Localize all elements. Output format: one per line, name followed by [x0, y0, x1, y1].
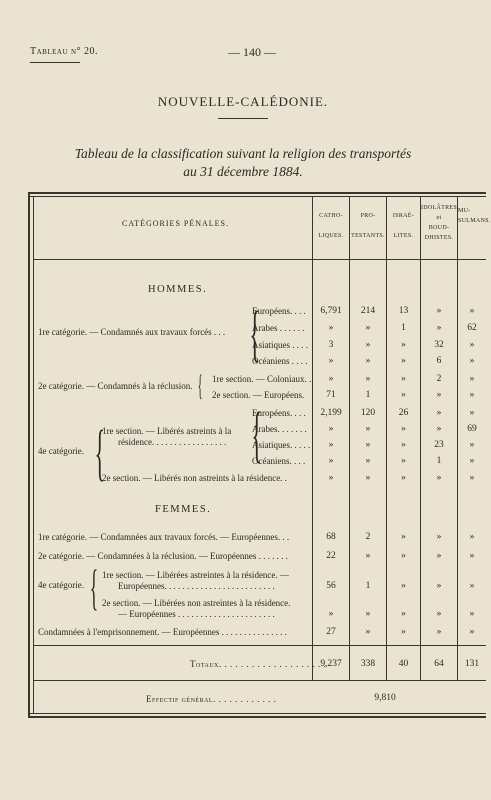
table-cell: »	[328, 323, 334, 333]
col-header-line: LIQUES.	[318, 233, 344, 239]
col-header-line: IDOLÂTRES	[421, 205, 458, 211]
col-header-line: TESTANTS.	[351, 233, 385, 239]
table-cell: 71	[326, 390, 336, 400]
table-cell: »	[365, 551, 371, 561]
table-cell: 26	[398, 408, 409, 418]
table-cell: »	[469, 532, 475, 542]
table-number: Tableau n° 20.	[30, 46, 99, 57]
table-cell: »	[328, 440, 334, 450]
table-cell: 2	[365, 532, 371, 542]
row-label: 1re catégorie. — Condamnées aux travaux forcés. — Européennes. . .	[38, 532, 290, 542]
table-cell: 1	[436, 456, 442, 466]
table-cell: 2	[436, 374, 442, 384]
table-cell: »	[436, 424, 442, 434]
table-cell: »	[401, 473, 406, 483]
document-title: NOUVELLE-CALÉDONIE.	[157, 94, 329, 109]
section-hommes: HOMMES.	[148, 284, 208, 295]
table-cell: »	[436, 609, 442, 619]
table-cell: »	[365, 374, 371, 384]
col-header-line: BOUD-	[428, 225, 450, 231]
table-subtitle	[0, 145, 486, 181]
col-divider-3	[386, 196, 387, 680]
col-divider-1	[312, 196, 313, 680]
table-cell: »	[436, 323, 442, 333]
table-cell: 2,199	[320, 408, 342, 418]
table-cell: »	[401, 532, 406, 542]
table-cell: 69	[467, 424, 477, 434]
table-cell: »	[469, 340, 475, 350]
row-label: Océaniens. . . .	[252, 456, 306, 466]
table-cell: 68	[326, 532, 336, 542]
table-cell: »	[436, 408, 442, 418]
table-cell: »	[469, 440, 475, 450]
col-header-line: MU-	[458, 208, 471, 214]
table-cell: »	[436, 581, 442, 591]
row-label: 2e section. — Libérés non astreints à la résidence. .	[102, 473, 287, 483]
table-cell: 214	[360, 306, 376, 316]
table-cell: »	[328, 473, 334, 483]
femmes-cat4-sec1-line2: Européennes. . . . . . . . . . . . . . . . . . . . . . . . .	[118, 581, 275, 591]
table-bottom-border-inner	[28, 713, 486, 714]
totals-top-rule	[34, 645, 486, 646]
table-cell: 32	[434, 340, 444, 350]
row-label: Asiatiques . . . .	[252, 340, 308, 350]
row-label: 2e section. — Européens.	[212, 390, 305, 400]
table-cell: »	[401, 456, 406, 466]
table-cell: »	[328, 609, 334, 619]
col-header-israelites	[387, 211, 420, 241]
table-cell: »	[469, 356, 475, 366]
brace-left: {	[94, 419, 106, 487]
col-header-line: ISRAÉ-	[392, 213, 415, 219]
femmes-cat4-label: 4e catégorie.	[38, 580, 84, 590]
table-left-border-inner	[33, 196, 34, 714]
effectif-top-rule	[34, 680, 486, 681]
row-label: Européens. . . .	[252, 408, 306, 418]
table-cell: »	[436, 390, 442, 400]
col-header-musulmans	[458, 206, 491, 226]
table-cell: »	[328, 356, 334, 366]
table-cell: »	[365, 440, 371, 450]
table-cell: 56	[326, 581, 336, 591]
table-cell: »	[328, 424, 334, 434]
col-header-line: LITES.	[393, 233, 414, 239]
section-femmes: FEMMES.	[155, 504, 212, 515]
table-cell: »	[401, 374, 406, 384]
table-cell: »	[401, 609, 406, 619]
effectif-value: 9,810	[374, 693, 396, 703]
table-cell: 40	[398, 659, 409, 669]
table-cell: 1	[401, 323, 406, 333]
table-cell: 27	[326, 627, 336, 637]
subtitle-line-2: au 31 décembre 1884.	[183, 164, 303, 179]
table-cell: »	[401, 390, 406, 400]
col-header-line: et	[436, 215, 442, 221]
table-cell: »	[469, 456, 475, 466]
table-cell: »	[365, 627, 371, 637]
table-cell: 338	[360, 659, 376, 669]
table-cell: »	[436, 306, 442, 316]
table-top-border-inner	[28, 196, 486, 197]
row-label: Asiatiques. . . . .	[252, 440, 311, 450]
table-cell: 1	[365, 390, 371, 400]
table-cell: 13	[398, 306, 409, 316]
table-cell: »	[436, 532, 442, 542]
col-header-line: CATHO-	[319, 213, 343, 219]
femmes-cat4-sec2-line1: 2e section. — Libérées non astreintes à la résidence.	[102, 598, 291, 608]
table-cell: »	[469, 609, 475, 619]
col-header-idolatres	[421, 203, 457, 243]
table-cell: 1	[365, 581, 371, 591]
hommes-cat2-label: 2e catégorie. — Condamnés à la réclusion.	[38, 381, 193, 391]
table-cell: 6,791	[320, 306, 342, 316]
table-cell: »	[469, 306, 475, 316]
table-cell: »	[401, 440, 406, 450]
table-cell: 23	[434, 440, 444, 450]
femmes-cat4-sec1-line1: 1re section. — Libérées astreintes à la résidence. —	[102, 570, 289, 580]
header-bottom-rule	[34, 259, 486, 260]
row-label: 2e catégorie. — Condamnées à la réclusion. — Européennes . . . . . . .	[38, 551, 288, 561]
table-cell: »	[401, 581, 406, 591]
col-header-catholiques	[313, 211, 349, 241]
hommes-cat4-label: 4e catégorie.	[38, 446, 84, 456]
table-cell: »	[469, 408, 475, 418]
brace-left: {	[89, 559, 99, 615]
table-cell: 9,237	[320, 659, 342, 669]
table-cell: »	[401, 551, 406, 561]
col-header-line: SULMANS.	[458, 218, 491, 224]
table-cell: »	[328, 456, 334, 466]
table-cell: »	[436, 627, 442, 637]
brace-left: {	[197, 369, 203, 402]
table-cell: 22	[326, 551, 336, 561]
table-cell: »	[365, 323, 371, 333]
col-divider-2	[349, 196, 350, 680]
hommes-cat1-label: 1re catégorie. — Condamnés aux travaux forcés . . .	[38, 327, 226, 337]
table-cell: »	[469, 551, 475, 561]
brace-left: {	[251, 401, 263, 469]
col-divider-4	[420, 196, 421, 680]
header-rule	[30, 62, 80, 63]
table-cell: 64	[434, 659, 444, 669]
table-cell: »	[365, 340, 371, 350]
row-label: Arabes. . . . . . .	[252, 424, 307, 434]
table-cell: 62	[467, 323, 477, 333]
row-label: 1re section. — Coloniaux. .	[212, 374, 312, 384]
table-cell: »	[401, 627, 406, 637]
hommes-cat4-sec1-line2: résidence. . . . . . . . . . . . . . . . .	[118, 437, 227, 447]
table-cell: »	[365, 456, 371, 466]
brace-left: {	[249, 300, 261, 368]
table-cell: »	[469, 627, 475, 637]
table-cell: »	[436, 551, 442, 561]
col-divider-5	[457, 196, 458, 680]
table-cell: 3	[328, 340, 334, 350]
table-top-border	[28, 192, 486, 194]
table-cell: »	[436, 473, 442, 483]
row-label: Européens. . . .	[252, 306, 306, 316]
row-label: Condamnées à l'emprisonnement. — Européennes . . . . . . . . . . . . . . .	[38, 627, 287, 637]
page-number: — 140 —	[228, 45, 276, 59]
table-cell: »	[401, 340, 406, 350]
table-cell: »	[365, 424, 371, 434]
title-rule	[218, 118, 268, 119]
effectif-label: Effectif général. . . . . . . . . . . .	[146, 694, 277, 704]
table-cell: 6	[436, 356, 442, 366]
femmes-cat4-sec2-line2: — Européennes . . . . . . . . . . . . . . . . . . . . . .	[118, 609, 275, 619]
table-left-border	[28, 194, 30, 718]
categories-header: CATÉGORIES PÉNALES.	[122, 219, 230, 228]
table-cell: »	[365, 356, 371, 366]
table-cell: »	[469, 374, 475, 384]
totaux-label: Totaux. . . . . . . . . . . . . . . . . . . .	[190, 659, 327, 669]
table-bottom-border	[28, 716, 486, 718]
subtitle-line-1: Tableau de la classification suivant la religion des transportés	[74, 146, 412, 161]
table-cell: »	[328, 374, 334, 384]
col-header-protestants	[350, 211, 386, 241]
table-cell: 120	[360, 408, 376, 418]
row-label: Océaniens . . . .	[252, 356, 308, 366]
table-cell: »	[401, 424, 406, 434]
table-cell: »	[401, 356, 406, 366]
table-cell: 131	[464, 659, 480, 669]
table-cell: »	[469, 473, 475, 483]
row-label: Arabes . . . . . .	[252, 323, 305, 333]
table-cell: »	[469, 581, 475, 591]
col-header-line: DHISTES.	[424, 235, 454, 241]
hommes-cat4-sec1-line1: 1re section. — Libérés astreints à la	[102, 426, 232, 436]
table-cell: »	[365, 473, 371, 483]
table-cell: »	[469, 390, 475, 400]
col-header-line: PRO-	[360, 213, 376, 219]
table-cell: »	[365, 609, 371, 619]
